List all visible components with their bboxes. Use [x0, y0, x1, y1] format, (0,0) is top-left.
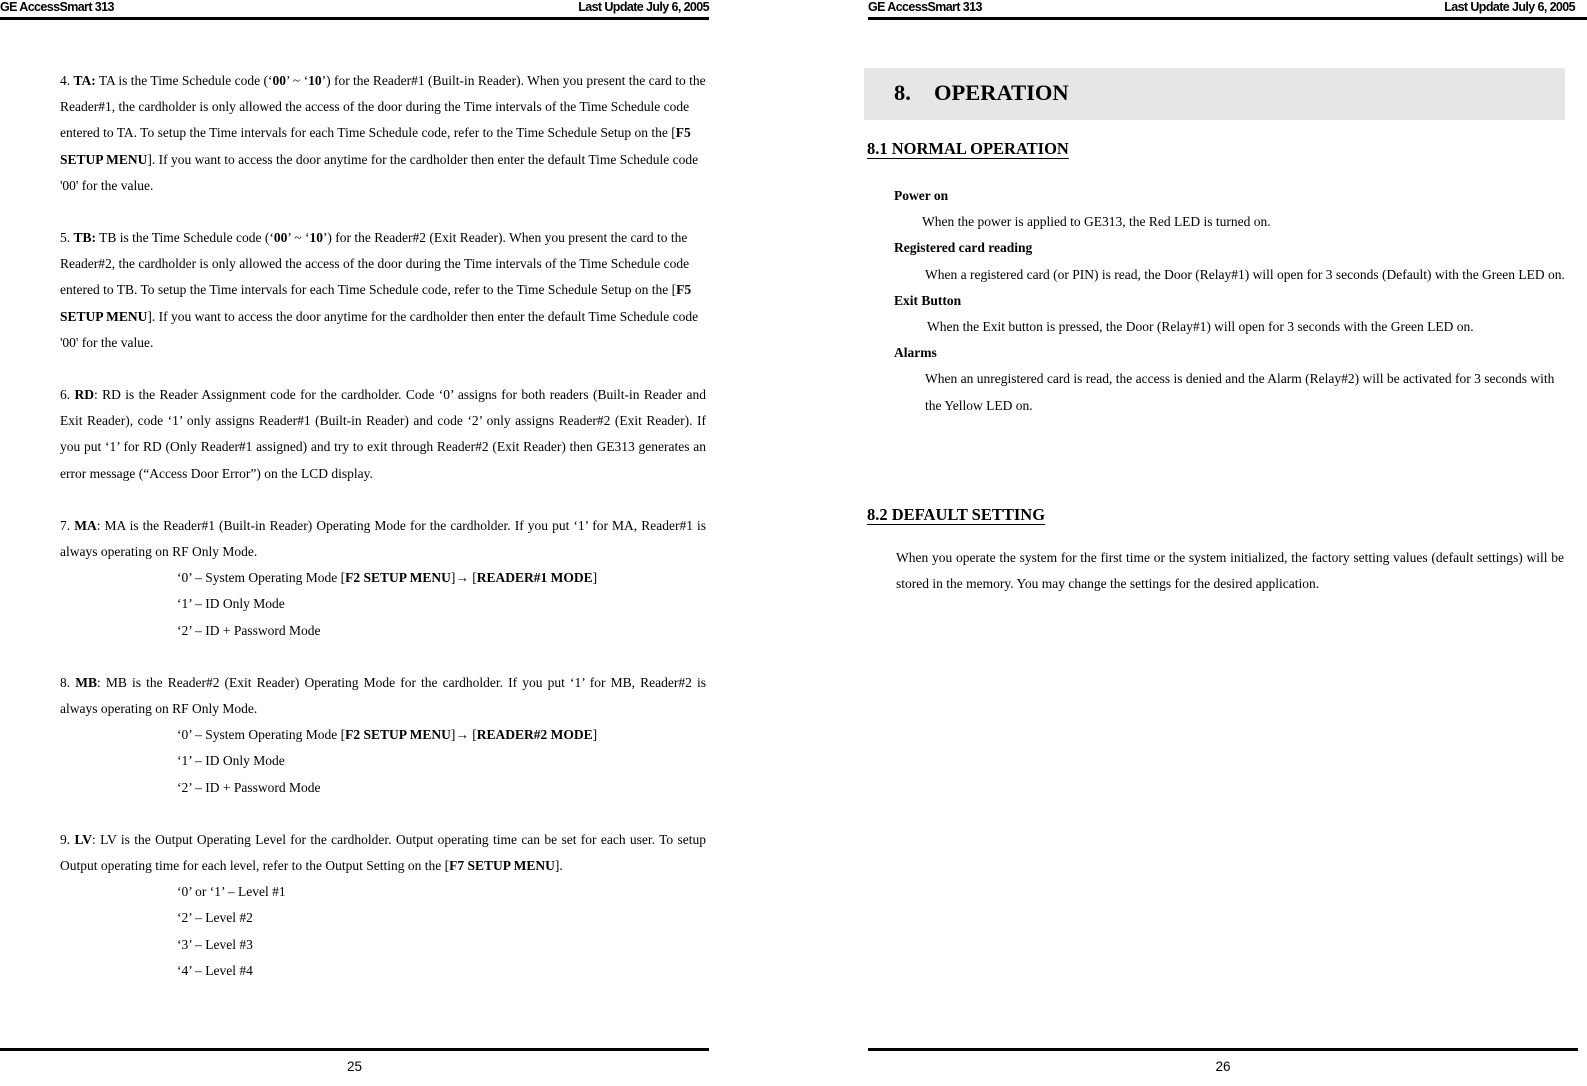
code-min: 00	[273, 230, 288, 246]
operation-label: Alarms	[894, 345, 937, 361]
menu-ref: F5 SETUP MENU	[60, 125, 691, 167]
operation-item	[894, 288, 1574, 340]
operation-desc: When the Exit button is pressed, the Door (Relay#1) will open for 3 seconds with the Green LED on.	[927, 319, 1474, 335]
lv-level-2: ‘2’ – Level #2	[177, 910, 253, 926]
operation-list	[894, 183, 1574, 419]
page-header	[0, 0, 709, 20]
lv-level-1: ‘0’ or ‘1’ – Level #1	[177, 884, 286, 900]
footer-rule	[868, 1048, 1578, 1051]
lv-paragraph	[60, 827, 706, 879]
operation-label: Power on	[894, 188, 949, 203]
operation-item	[894, 235, 1574, 287]
operation-item	[894, 183, 1574, 235]
lv-level-4: ‘4’ – Level #4	[177, 962, 253, 978]
menu-target: READER#2 MODE	[476, 727, 593, 743]
text-run: TA is the Time Schedule code (‘	[95, 73, 273, 88]
operation-label: Exit Button	[894, 292, 962, 308]
text-run: ’) for the Reader#2 (Exit Reader). When you present the card to the Reader#2, the cardholder is only allowed the access of the door during the Time intervals of the Time Schedule code entered to TB. To setup the Time intervals for each Time Schedule code, refer to the Time Schedule Setup on the [	[60, 230, 690, 298]
text-run: ’ ~ ‘	[286, 73, 309, 88]
text-run: ’) for the Reader#1 (Built-in Reader). When you present the card to the Reader#1, the cardholder is only allowed the access of the door during the Time intervals of the Time Schedule code entered to TA. To setup the Time intervals for each Time Schedule code, refer to the Time Schedule Setup on the [	[60, 73, 706, 141]
ma-option-1: ‘1’ – ID Only Mode	[177, 596, 285, 612]
ma-block	[60, 513, 706, 644]
text-run: [	[468, 727, 477, 743]
footer-rule	[0, 1048, 709, 1051]
code-max: 10	[309, 230, 323, 246]
field-code: TB:	[73, 230, 97, 246]
chapter-title: OPERATION	[934, 80, 1069, 105]
arrow-icon: →	[455, 570, 469, 586]
text-run: ]. If you want to access the door anytime for the cardholder then enter the default Time Schedule code '00' for the value.	[60, 308, 699, 350]
text-run: : MB is the Reader#2 (Exit Reader) Operating Mode for the cardholder. If you put ‘1’ for MB, Reader#2 is always operating on RF Only Mode.	[60, 674, 707, 717]
operation-label: Registered card reading	[894, 240, 1033, 256]
menu-ref: F2 SETUP MENU	[345, 727, 451, 743]
field-code: RD	[74, 387, 95, 403]
text-run: [	[468, 570, 477, 586]
menu-ref: F2 SETUP MENU	[345, 570, 451, 586]
item-number: 7.	[60, 517, 71, 533]
header-title: GE AccessSmart 313	[0, 0, 114, 14]
item-number: 9.	[60, 831, 71, 847]
operation-item	[894, 340, 1574, 419]
menu-target: READER#1 MODE	[476, 570, 593, 586]
arrow-icon: →	[455, 727, 469, 743]
lv-level-3: ‘3’ – Level #3	[177, 936, 253, 952]
ta-paragraph	[60, 68, 706, 199]
text-run: ].	[554, 858, 563, 874]
chapter-heading	[864, 68, 1565, 120]
text-run: : MA is the Reader#1 (Built-in Reader) Operating Mode for the cardholder. If you put ‘1’ for MA, Reader#1 is always operating on RF Only Mode.	[60, 517, 707, 560]
field-code: TA:	[73, 73, 96, 88]
mb-paragraph	[60, 670, 706, 722]
text-run: ’ ~ ‘	[287, 230, 310, 246]
mb-option-1: ‘1’ – ID Only Mode	[177, 753, 285, 769]
item-number: 4.	[60, 73, 71, 88]
item-number: 6.	[60, 387, 71, 403]
text-run: ]	[592, 570, 598, 586]
operation-desc: When a registered card (or PIN) is read, the Door (Relay#1) will open for 3 seconds (Default) with the Green LED on.	[925, 266, 1565, 282]
text-run: ]. If you want to access the door anytime for the cardholder then enter the default Time Schedule code '00' for the value.	[60, 151, 699, 193]
rd-paragraph	[60, 382, 706, 487]
item-number: 5.	[60, 230, 71, 246]
page-header	[868, 0, 1587, 20]
mb-block	[60, 670, 706, 801]
chapter-number: 8.	[894, 80, 911, 105]
ma-option-2: ‘2’ – ID + Password Mode	[177, 622, 321, 638]
menu-ref: F5 SETUP MENU	[60, 282, 692, 324]
text-run: TB is the Time Schedule code (‘	[96, 230, 274, 246]
text-run: ]	[592, 727, 598, 743]
text-run: ]	[450, 727, 456, 743]
ma-paragraph	[60, 513, 706, 565]
ma-option-0	[60, 565, 706, 591]
code-min: 00	[272, 73, 287, 88]
header-date: Last Update July 6, 2005	[578, 0, 709, 14]
page-25	[0, 0, 709, 1086]
section-heading-normal-operation: 8.1 NORMAL OPERATION	[867, 139, 1069, 158]
field-code: MA	[74, 517, 97, 533]
operation-desc: When the power is applied to GE313, the Red LED is turned on.	[922, 214, 1271, 230]
field-code: MB	[75, 674, 97, 690]
mb-option-0	[60, 722, 706, 748]
operation-desc: When an unregistered card is read, the access is denied and the Alarm (Relay#2) will be activated for 3 seconds with the Yellow LED on.	[925, 371, 1555, 413]
header-title: GE AccessSmart 313	[868, 0, 982, 14]
text-run: : LV is the Output Operating Level for the cardholder. Output operating time can be set for each user. To setup Output operating time for each level, refer to the Output Setting on the [	[60, 831, 707, 874]
item-number: 8.	[60, 674, 71, 690]
default-setting-text: When you operate the system for the first time or the system initialized, the factory setting values (default settings) will be stored in the memory. You may change the settings for the desired application.	[896, 550, 1564, 592]
lv-block	[60, 827, 706, 984]
field-descriptions	[60, 70, 706, 1010]
menu-ref: F7 SETUP MENU	[449, 858, 555, 874]
text-run: ‘0’ – System Operating Mode [	[177, 727, 346, 743]
page-26	[867, 0, 1587, 1086]
text-run: : RD is the Reader Assignment code for the cardholder. Code ‘0’ assigns for both readers (Built-in Reader and Exit Reader), code ‘1’ only assigns Reader#1 (Built-in Reader) and code ‘2’ only assigns Reader#2 (Exit Reader). If you put ‘1’ for RD (Only Reader#1 assigned) and try to exit through Reader#2 (Exit Reader) then GE313 generates an error message (“Access Door Error”) on the LCD display.	[60, 387, 707, 481]
page-number: 26	[1215, 1059, 1231, 1074]
tb-paragraph	[60, 225, 706, 356]
text-run: ]	[450, 570, 456, 586]
field-code: LV	[74, 831, 92, 847]
text-run: ‘0’ – System Operating Mode [	[177, 570, 346, 586]
section-heading-default-setting: 8.2 DEFAULT SETTING	[867, 505, 1046, 524]
mb-option-2: ‘2’ – ID + Password Mode	[177, 779, 321, 795]
header-date: Last Update July 6, 2005	[1444, 0, 1575, 14]
page-number: 25	[346, 1059, 363, 1074]
code-max: 10	[308, 73, 322, 88]
